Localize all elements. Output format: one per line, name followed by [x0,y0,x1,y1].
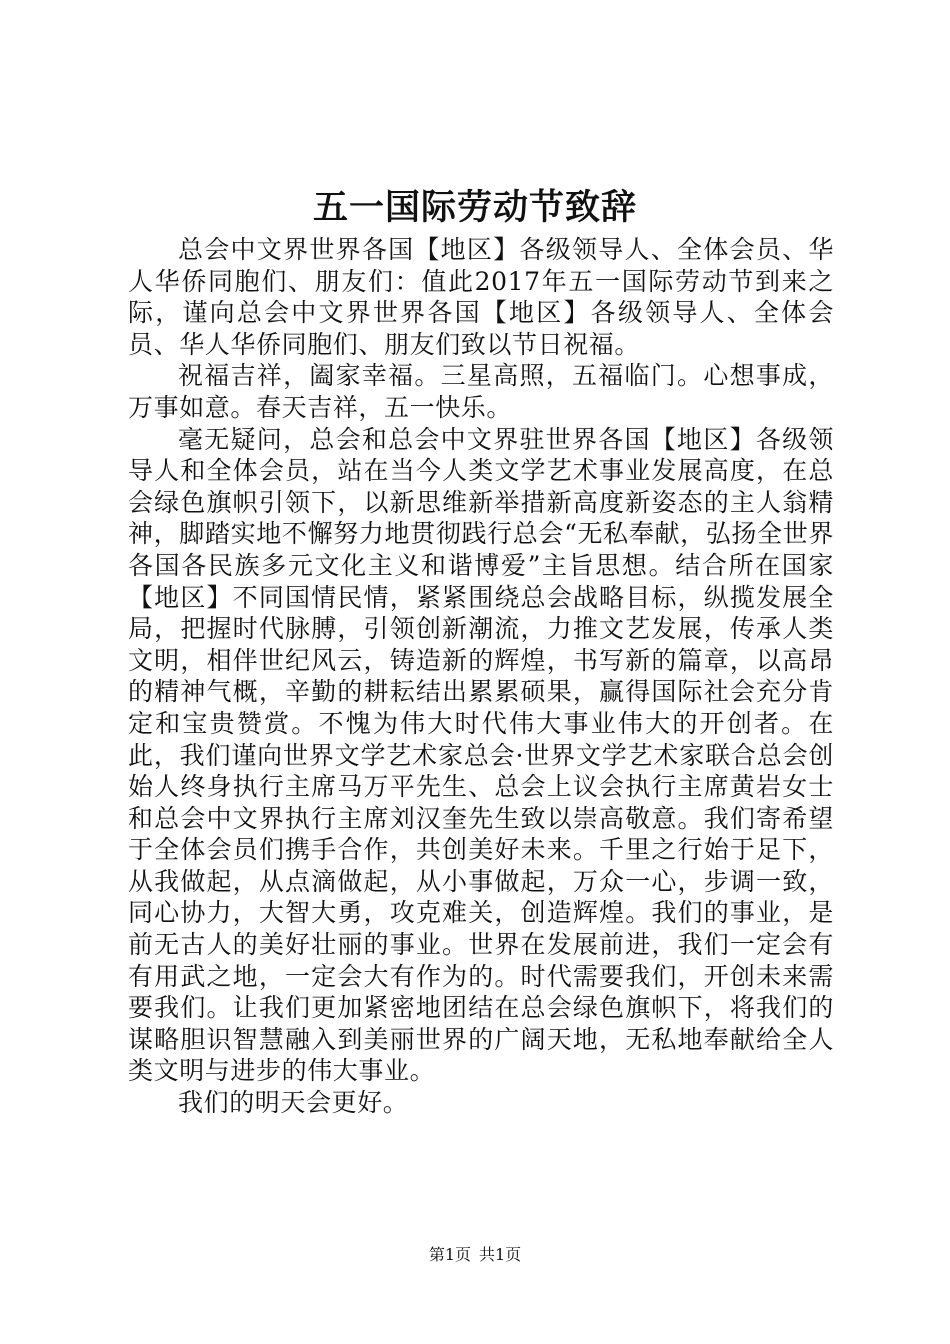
document-title: 五一国际劳动节致辞 [312,187,637,228]
page-number: 第1页 [428,1245,471,1264]
paragraph-main: 毫无疑问，总会和总会中文界驻世界各国【地区】各级领导人和全体会员，站在当今人类文学艺术事业发展高度，在总会绿色旗帜引领下，以新思维新举措新高度新姿态的主人翁精神，脚踏实地不懈努力地贯彻践行总会“无私奉献，弘扬全世界各国各民族多元文化主义和谐博爱”主旨思想。结合所在国家【地区】不同国情民情，紧紧围绕总会战略目标，纵揽发展全局，把握时代脉膊，引领创新潮流，力推文艺发展，传承人类文明，相伴世纪风云，铸造新的辉煌，书写新的篇章，以高昂的精神气概，辛勤的耕耘结出累累硕果，赢得国际社会充分肯定和宝贵赞赏。不愧为伟大时代伟大事业伟大的开创者。在此，我们谨向世界文学艺术家总会·世界文学艺术家联合总会创始人终身执行主席马万平先生、总会上议会执行主席黄岩女士和总会中文界执行主席刘汉奎先生致以崇高敬意。我们寄希望于全体会员们携手合作，共创美好未来。千里之行始于足下，从我做起，从点滴做起，从小事做起，万众一心，步调一致，同心协力，大智大勇，攻克难关，创造辉煌。我们的事业，是前无古人的美好壮丽的事业。世界在发展前进，我们一定会有有用武之地，一定会大有作为的。时代需要我们，开创未来需要我们。让我们更加紧密地团结在总会绿色旗帜下，将我们的谋略胆识智慧融入到美丽世界的广阔天地，无私地奉献给全人类文明与进步的伟大事业。 [128,424,834,1086]
paragraph-greeting: 总会中文界世界各国【地区】各级领导人、全体会员、华人华侨同胞们、朋友们：值此2017年五一国际劳动节到来之际，谨向总会中文界世界各国【地区】各级领导人、全体会员、华人华侨同胞们、朋友们致以节日祝福。 [128,235,834,359]
page-total: 共1页 [479,1245,522,1264]
paragraph-blessing: 祝福吉祥，阖家幸福。三星高照，五福临门。心想事成，万事如意。春天吉祥，五一快乐。 [128,361,834,422]
paragraph-closing: 我们的明天会更好。 [178,1088,409,1118]
document-body [128,234,834,1119]
page-footer [0,1243,950,1267]
